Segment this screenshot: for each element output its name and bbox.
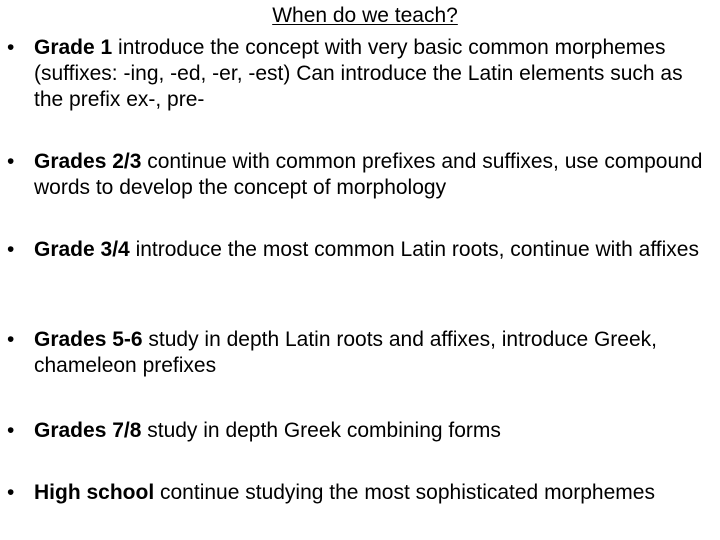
- bullet-lead: Grade 3/4: [34, 238, 130, 261]
- bullet-text: [34, 327, 710, 379]
- bullet-marker: •: [7, 36, 15, 59]
- bullet-lead: Grade 1: [34, 36, 113, 59]
- bullet-text: [34, 35, 710, 113]
- bullet-marker: •: [7, 419, 15, 442]
- bullet-text: [34, 480, 710, 506]
- bullet-lead: Grades 7/8: [34, 419, 142, 442]
- bullet-body: study in depth Latin roots and affixes, introduce Greek, chameleon prefixes: [34, 328, 657, 377]
- bullet-text: [34, 149, 710, 201]
- bullet-lead: High school: [34, 481, 155, 504]
- bullet-lead: Grades 5-6: [34, 328, 143, 351]
- bullet-marker: •: [7, 328, 15, 351]
- bullet-body: introduce the most common Latin roots, continue with affixes: [129, 238, 699, 261]
- bullet-marker: •: [7, 481, 15, 504]
- bullet-body: introduce the concept with very basic common morphemes (suffixes: -ing, -ed, -er, -est) Can introduce the Latin elements such as the prefix ex-, pre-: [34, 36, 683, 111]
- bullet-body: continue studying the most sophisticated morphemes: [154, 481, 655, 504]
- bullet-marker: •: [7, 238, 15, 261]
- bullet-body: continue with common prefixes and suffixes, use compound words to develop the concept of morphology: [34, 150, 703, 199]
- slide-title: When do we teach?: [272, 4, 458, 27]
- bullet-marker: •: [7, 150, 15, 173]
- bullet-body: study in depth Greek combining forms: [141, 419, 501, 442]
- bullet-text: [34, 237, 710, 263]
- bullet-lead: Grades 2/3: [34, 150, 142, 173]
- bullet-text: [34, 418, 710, 444]
